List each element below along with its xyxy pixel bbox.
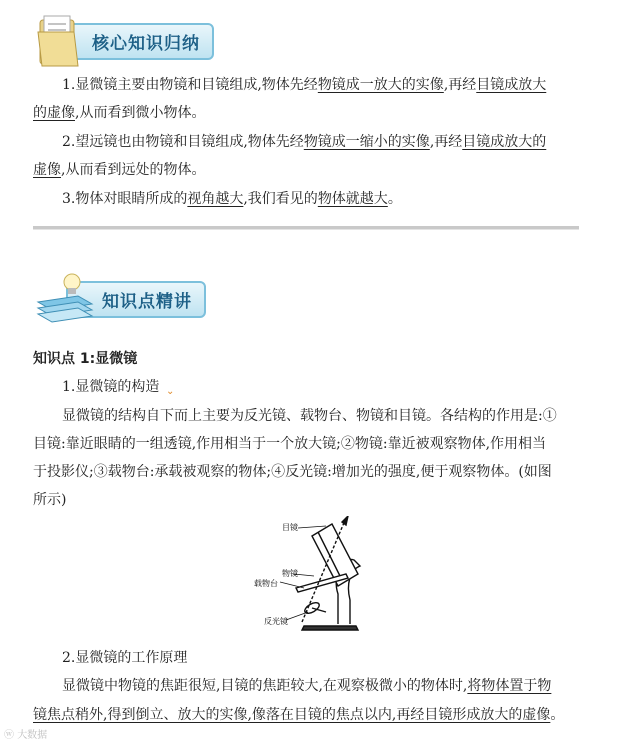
item-1-line-2 [33, 100, 205, 126]
text-run-underlined: 物镜成一放大的实像 [317, 77, 444, 93]
text-run: ,再经 [443, 77, 477, 93]
text-run: 。 [550, 707, 565, 723]
core-knowledge-title: 核心知识归纳 [56, 23, 214, 60]
principle-para-line-2 [33, 702, 564, 728]
microscope-diagram [246, 516, 386, 636]
item-2-line-1 [62, 129, 546, 155]
text-run: 显微镜主要由物镜和目镜组成,物体先经 [75, 77, 318, 93]
label-eyepiece: 目镜 [282, 523, 298, 532]
text-run: ,从而看到远处的物体。 [61, 162, 206, 178]
label-objective: 物镜 [282, 569, 298, 578]
text-run: ,再经 [429, 134, 463, 150]
text-run: ,从而看到微小物体。 [75, 105, 206, 121]
text-run-underlined: 的虚像 [33, 105, 75, 121]
subheading-principle: 2.显微镜的工作原理 [62, 650, 188, 666]
label-stage: 载物台 [254, 579, 278, 588]
lightbulb-books-icon [34, 268, 96, 330]
structure-para-line-1: 显微镜的结构自下而上主要为反光镜、载物台、物镜和目镜。各结构的作用是:① [62, 408, 557, 424]
item-1-line-1 [62, 72, 546, 98]
text-run-underlined: 目镜成放大 [476, 77, 547, 93]
text-run: 。 [387, 191, 402, 207]
text-run: ,我们看见的 [243, 191, 318, 207]
structure-para-line-2: 目镜:靠近眼睛的一组透镜,作用相当于一个放大镜;②物镜:靠近被观察物体,作用相当 [33, 436, 547, 452]
watermark-text: 大数据 [17, 730, 48, 741]
cursor-mark: ⌄ [166, 386, 175, 397]
principle-para-line-1 [62, 673, 551, 699]
knowledge-point-heading: 知识点 1:显微镜 [33, 351, 138, 367]
text-run-underlined: 将物体置于物 [467, 678, 552, 694]
section-divider [33, 226, 579, 230]
structure-para-line-4: 所示) [33, 492, 67, 508]
text-run-underlined: 物镜成一缩小的实像 [303, 134, 430, 150]
text-run-underlined: 目镜成放大的 [462, 134, 547, 150]
knowledge-point-banner [34, 268, 206, 330]
core-knowledge-banner [34, 12, 214, 70]
structure-para-line-3: 于投影仪;③载物台:承载被观察的物体;④反光镜:增加光的强度,便于观察物体。(如图 [33, 464, 552, 480]
text-run: 望远镜也由物镜和目镜组成,物体先经 [75, 134, 304, 150]
folder-icon [34, 12, 82, 70]
item-number: 2. [62, 134, 76, 150]
text-run-underlined: 镜焦点稍外,得到倒立、放大的实像,像落在目镜的焦点以内,再经目镜形成放大的虚像 [33, 707, 551, 723]
item-number: 3. [62, 191, 76, 207]
item-2-line-2 [33, 157, 205, 183]
knowledge-point-title: 知识点精讲 [66, 281, 206, 318]
text-run-underlined: 虚像 [33, 162, 61, 178]
item-number: 1. [62, 77, 76, 93]
watermark [4, 726, 47, 741]
label-mirror: 反光镜 [264, 617, 288, 626]
text-run-underlined: 物体就越大 [317, 191, 388, 207]
text-run: 显微镜中物镜的焦距很短,目镜的焦距较大,在观察极微小的物体时, [62, 678, 468, 694]
text-run-underlined: 视角越大 [187, 191, 244, 207]
text-run: 物体对眼睛所成的 [75, 191, 188, 207]
subheading-structure: 1.显微镜的构造 [62, 379, 160, 395]
item-3-line-1 [62, 186, 402, 212]
weibo-icon: ⓦ [4, 730, 14, 741]
